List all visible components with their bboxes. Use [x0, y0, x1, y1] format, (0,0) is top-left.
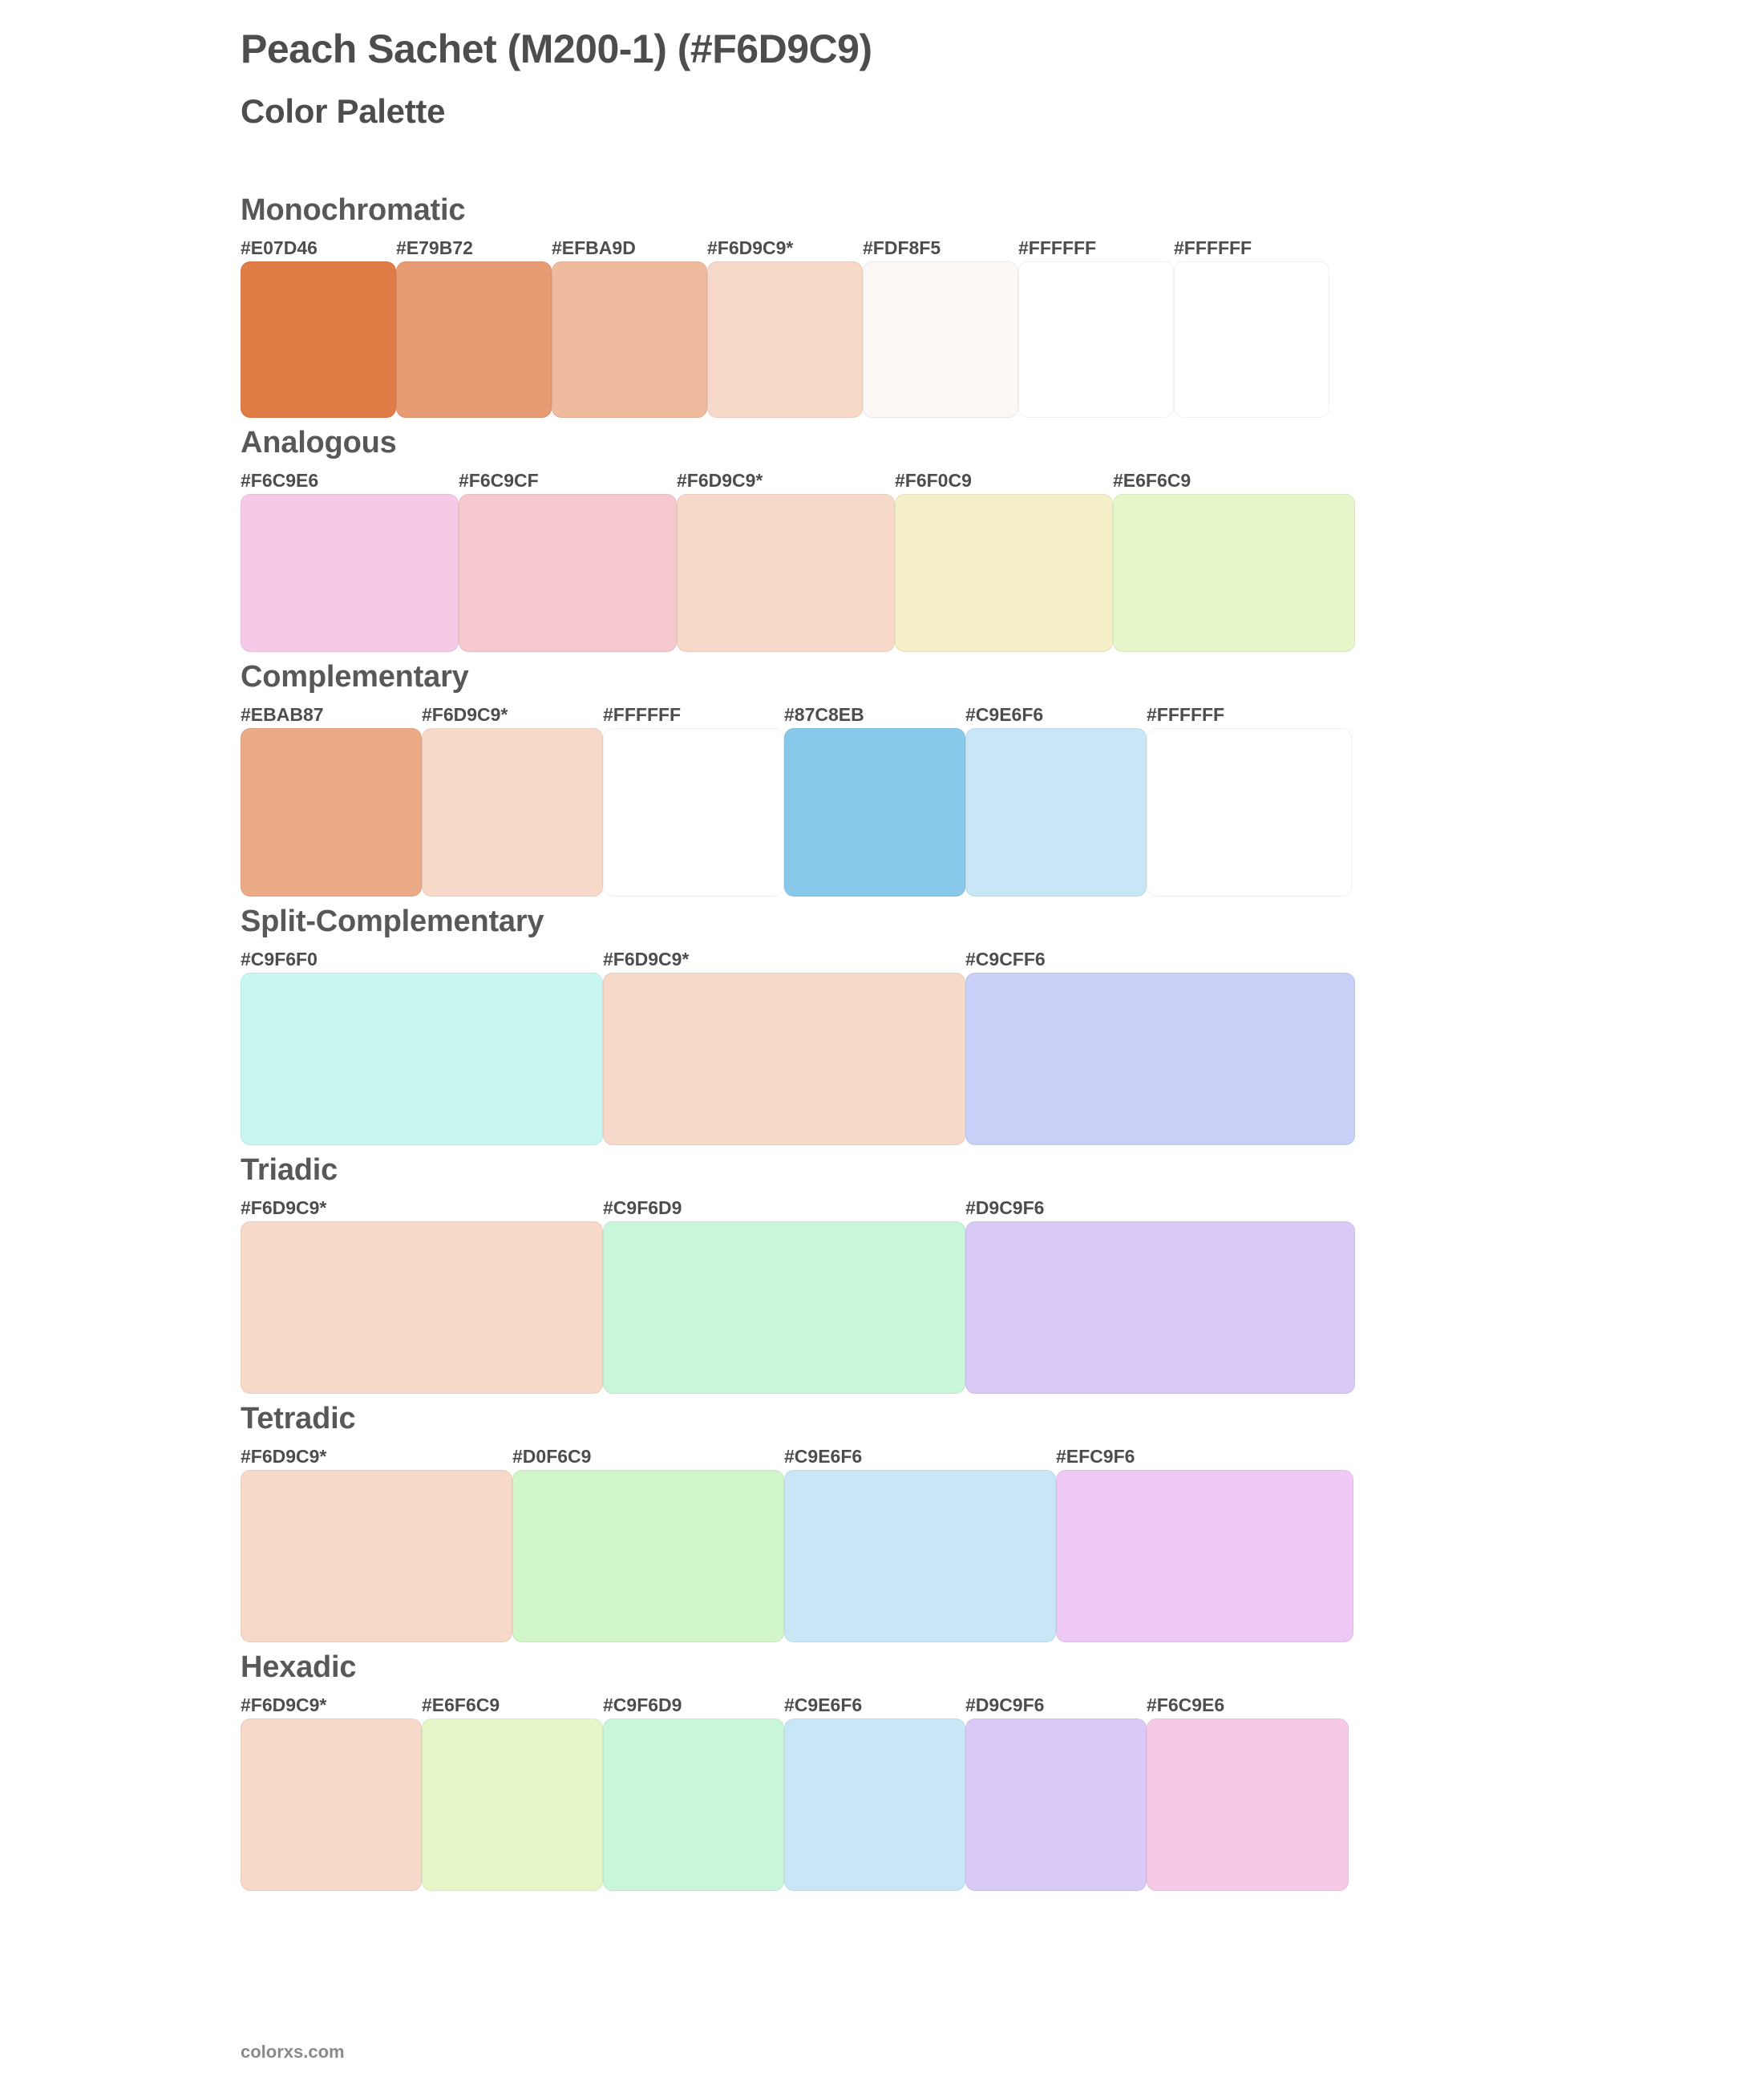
swatch-color-chip[interactable]: [965, 973, 1355, 1145]
swatch-color-chip[interactable]: [241, 494, 459, 652]
swatch-hex-label: #F6D9C9*: [241, 1445, 327, 1467]
swatch-hex-label: #F6D9C9*: [603, 948, 690, 970]
swatch-color-chip[interactable]: [512, 1470, 784, 1642]
palette-section: [0, 1402, 1764, 1642]
swatch-color-chip[interactable]: [1018, 261, 1174, 418]
color-swatch[interactable]: [1147, 1691, 1349, 1891]
swatch-hex-label: #FFFFFF: [1174, 237, 1252, 258]
swatch-hex-label: #F6D9C9*: [241, 1196, 327, 1218]
color-swatch[interactable]: [396, 234, 552, 418]
section-title: Split-Complementary: [241, 904, 544, 938]
swatch-hex-label: #F6F0C9: [895, 469, 972, 491]
swatch-color-chip[interactable]: [459, 494, 677, 652]
swatch-color-chip[interactable]: [552, 261, 707, 418]
swatch-color-chip[interactable]: [784, 1470, 1056, 1642]
swatch-hex-label: #C9F6D9: [603, 1196, 682, 1218]
swatch-row: [241, 945, 1355, 1145]
swatch-color-chip[interactable]: [863, 261, 1018, 418]
swatch-color-chip[interactable]: [677, 494, 895, 652]
swatch-color-chip[interactable]: [707, 261, 863, 418]
color-swatch[interactable]: [965, 1691, 1147, 1891]
swatch-hex-label: #FDF8F5: [863, 237, 941, 258]
swatch-hex-label: #E6F6C9: [1113, 469, 1192, 491]
swatch-hex-label: #EBAB87: [241, 703, 324, 725]
color-swatch[interactable]: [965, 945, 1355, 1145]
color-swatch[interactable]: [1147, 701, 1352, 897]
swatch-color-chip[interactable]: [603, 1221, 965, 1394]
swatch-row: [241, 1443, 1355, 1642]
swatch-color-chip[interactable]: [241, 1719, 422, 1891]
swatch-color-chip[interactable]: [1147, 1719, 1349, 1891]
swatch-hex-label: #F6D9C9*: [241, 1694, 327, 1715]
swatch-hex-label: #D9C9F6: [965, 1694, 1045, 1715]
color-swatch[interactable]: [603, 701, 784, 897]
swatch-color-chip[interactable]: [241, 1221, 603, 1394]
swatch-hex-label: #FFFFFF: [1018, 237, 1097, 258]
color-swatch[interactable]: [1113, 467, 1355, 652]
color-swatch[interactable]: [603, 945, 965, 1145]
swatch-hex-label: #C9E6F6: [784, 1694, 863, 1715]
color-swatch[interactable]: [512, 1443, 784, 1642]
swatch-hex-label: #87C8EB: [784, 703, 864, 725]
page-header: [0, 0, 1764, 131]
swatch-color-chip[interactable]: [241, 1470, 512, 1642]
swatch-hex-label: #C9CFF6: [965, 948, 1046, 970]
site-credit: colorxs.com: [241, 2042, 345, 2062]
swatch-hex-label: #C9F6D9: [603, 1694, 682, 1715]
swatch-hex-label: #C9E6F6: [784, 1445, 863, 1467]
swatch-row: [241, 701, 1355, 897]
color-swatch[interactable]: [707, 234, 863, 418]
swatch-row: [241, 234, 1355, 418]
section-title: Hexadic: [241, 1650, 357, 1684]
swatch-hex-label: #F6D9C9*: [677, 469, 763, 491]
color-swatch[interactable]: [784, 701, 965, 897]
swatch-hex-label: #D0F6C9: [512, 1445, 592, 1467]
swatch-row: [241, 467, 1355, 652]
section-title: Monochromatic: [241, 192, 466, 227]
swatch-hex-label: #F6D9C9*: [707, 237, 794, 258]
section-title: Analogous: [241, 425, 397, 460]
swatch-row: [241, 1194, 1355, 1394]
swatch-color-chip[interactable]: [241, 261, 396, 418]
palette-section: [0, 1650, 1764, 1891]
color-swatch[interactable]: [1018, 234, 1174, 418]
color-swatch[interactable]: [863, 234, 1018, 418]
color-swatch[interactable]: [784, 1443, 1056, 1642]
color-swatch[interactable]: [1174, 234, 1329, 418]
page-title: Peach Sachet (M200-1) (#F6D9C9): [241, 26, 872, 71]
color-swatch[interactable]: [895, 467, 1113, 652]
swatch-color-chip[interactable]: [422, 1719, 603, 1891]
swatch-hex-label: #FFFFFF: [1147, 703, 1225, 725]
color-swatch[interactable]: [241, 234, 396, 418]
swatch-color-chip[interactable]: [603, 728, 784, 897]
swatch-color-chip[interactable]: [422, 728, 603, 897]
color-swatch[interactable]: [241, 945, 603, 1145]
color-swatch[interactable]: [459, 467, 677, 652]
color-swatch[interactable]: [422, 701, 603, 897]
color-swatch[interactable]: [965, 701, 1147, 897]
swatch-hex-label: #C9F6F0: [241, 948, 318, 970]
swatch-hex-label: #C9E6F6: [965, 703, 1044, 725]
color-swatch[interactable]: [241, 1691, 422, 1891]
color-swatch[interactable]: [241, 1194, 603, 1394]
color-swatch[interactable]: [603, 1194, 965, 1394]
swatch-color-chip[interactable]: [241, 728, 422, 897]
palette-section: [0, 905, 1764, 1145]
swatch-color-chip[interactable]: [603, 973, 965, 1145]
palette-section: [0, 1153, 1764, 1394]
color-swatch[interactable]: [603, 1691, 784, 1891]
swatch-color-chip[interactable]: [895, 494, 1113, 652]
swatch-hex-label: #F6D9C9*: [422, 703, 508, 725]
swatch-hex-label: #EFBA9D: [552, 237, 636, 258]
swatch-hex-label: #E6F6C9: [422, 1694, 500, 1715]
swatch-hex-label: #E07D46: [241, 237, 318, 258]
palette-section: [0, 660, 1764, 897]
color-swatch[interactable]: [965, 1194, 1355, 1394]
swatch-color-chip[interactable]: [1056, 1470, 1353, 1642]
color-swatch[interactable]: [1056, 1443, 1353, 1642]
swatch-color-chip[interactable]: [965, 1719, 1147, 1891]
section-title: Triadic: [241, 1152, 338, 1187]
palette-sections: [0, 193, 1764, 1891]
swatch-color-chip[interactable]: [1113, 494, 1355, 652]
swatch-color-chip[interactable]: [396, 261, 552, 418]
swatch-hex-label: #F6C9E6: [241, 469, 319, 491]
swatch-hex-label: #F6C9CF: [459, 469, 539, 491]
swatch-hex-label: #E79B72: [396, 237, 473, 258]
swatch-color-chip[interactable]: [1147, 728, 1352, 897]
color-swatch[interactable]: [552, 234, 707, 418]
swatch-color-chip[interactable]: [603, 1719, 784, 1891]
swatch-row: [241, 1691, 1355, 1891]
page-subtitle: Color Palette: [241, 91, 446, 130]
section-title: Tetradic: [241, 1401, 356, 1435]
color-swatch[interactable]: [241, 1443, 512, 1642]
swatch-color-chip[interactable]: [965, 1221, 1355, 1394]
swatch-color-chip[interactable]: [965, 728, 1147, 897]
swatch-hex-label: #F6C9E6: [1147, 1694, 1225, 1715]
color-swatch[interactable]: [784, 1691, 965, 1891]
swatch-color-chip[interactable]: [784, 1719, 965, 1891]
swatch-color-chip[interactable]: [1174, 261, 1329, 418]
color-swatch[interactable]: [677, 467, 895, 652]
color-swatch[interactable]: [241, 467, 459, 652]
swatch-hex-label: #EFC9F6: [1056, 1445, 1135, 1467]
swatch-hex-label: #D9C9F6: [965, 1196, 1045, 1218]
color-swatch[interactable]: [422, 1691, 603, 1891]
palette-section: [0, 426, 1764, 652]
palette-section: [0, 193, 1764, 418]
swatch-hex-label: #FFFFFF: [603, 703, 682, 725]
color-swatch[interactable]: [241, 701, 422, 897]
section-title: Complementary: [241, 659, 469, 694]
swatch-color-chip[interactable]: [784, 728, 965, 897]
swatch-color-chip[interactable]: [241, 973, 603, 1145]
